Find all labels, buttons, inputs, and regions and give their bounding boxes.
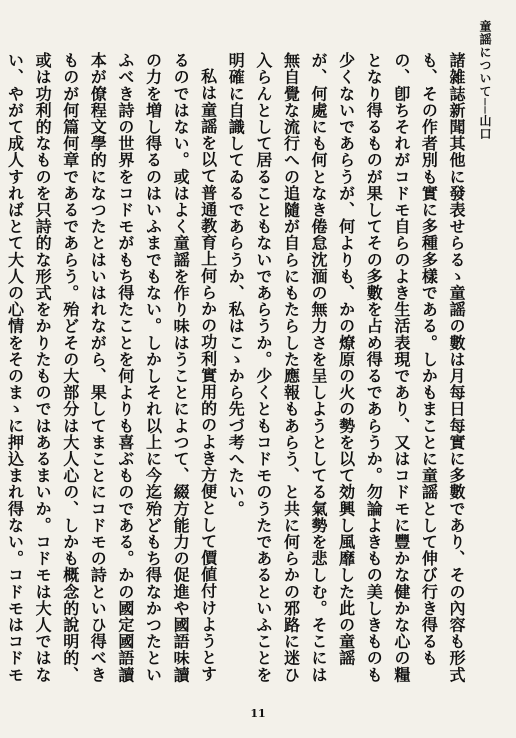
running-header: 童謡について──山口 (478, 20, 492, 141)
paragraph: 私は童謡を以て普通教育上何らかの功利實用的のよき方便として價値付けようとするのではない。或はよく童謡を作り味はうことによつて、綴方能力の促進や國語味讀の力を増し得るのはいふまでもない。しかしそれ以上に今迄殆どもち得なかつたといふべき詩の世界をコドモがもち得たことを何よりも喜ぶものである。かの國定國語讀本が僚程文學的になつたとはいはれながら、果してまことにコドモの詩といひ得べきものが何篇何章であるであらう。殆どその大部分は大人心の、しかも概念的說明的、或は功利的なものを只詩的な形式をかりたものではあるまいか。コドモは大人ではない、やがて成人すればとて大人の心情をそのまゝに押込まれ得ない。コドモはコドモ (5, 52, 218, 683)
paragraph: 諸雑誌新聞其他に發表せらるゝ童謡の數は月每日每實に多數であり、その內容も形式も、その作者別も實に多種多樣である。しかもまことに童謡として伸び行き得るもの、卽ちそれがコドモ自らのよき生活表現であり、又はコドモに豐かな健かな心の糧となり得るものが果してその多數を占め得るであらうか。勿論よきもの美しきものも少くないであらうが、何よりも、かの燎原の火の勢を以て効興し風靡した此の童謡が、何處にも何となき倦怠沈湎の無力さを呈しようとしてる氣勢を悲しむ。そこには無自覺な流行への追隨が自らにもたらした應報もあらう、と共に何らかの邪路に迷ひ入らんとして居ることもないであらうか。少くともコドモのうたであるといふことを明確に自識してゐるであらうか、私はこゝから先づ考へたい。 (226, 52, 466, 683)
body-text (5, 52, 470, 692)
page-number: 11 (250, 707, 266, 720)
